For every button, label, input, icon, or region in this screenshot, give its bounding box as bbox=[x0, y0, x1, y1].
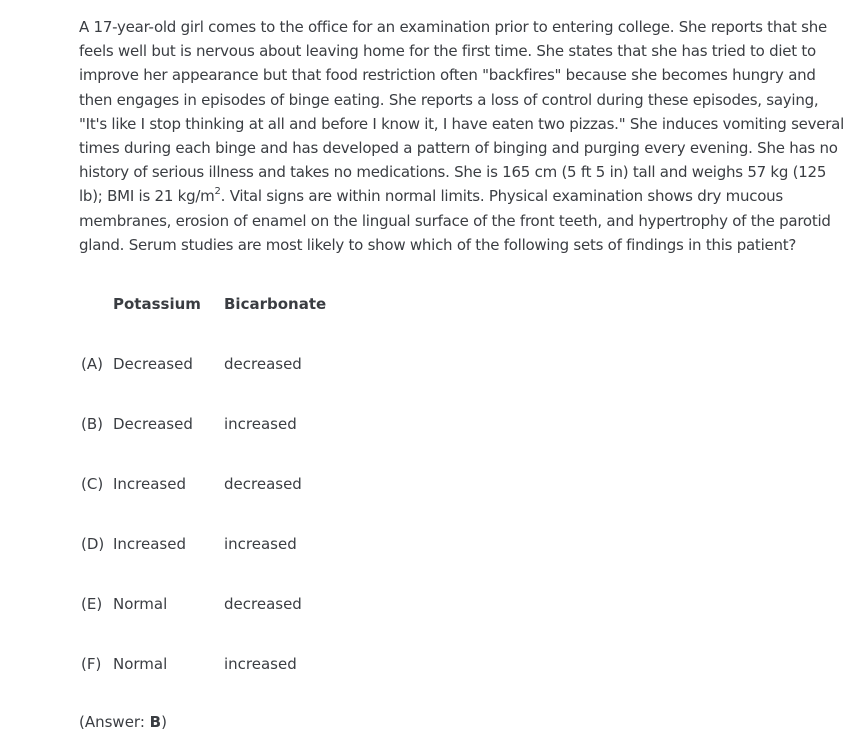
option-potassium: Increased bbox=[113, 535, 187, 553]
answer-prefix: (Answer: bbox=[79, 713, 150, 731]
option-bicarbonate: decreased bbox=[224, 355, 302, 373]
answer-option-a[interactable] bbox=[79, 355, 339, 379]
column-header-bicarbonate: Bicarbonate bbox=[224, 295, 327, 313]
option-letter: (C) bbox=[81, 475, 104, 493]
option-bicarbonate: increased bbox=[224, 535, 297, 553]
answer-suffix: ) bbox=[161, 713, 167, 731]
question-text: A 17-year-old girl comes to the office for an examination prior to entering college. She reports that she feels well but is nervous about leaving home for the first time. She states that she has tried to diet to improve her appearance but that food restriction often "backfires" because she becomes hungry and then engages in episodes of binge eating. She reports a loss of control during these episodes, saying, "It's like I stop thinking at all and before I know it, I have eaten two pizzas." She induces vomiting several times during each binge and has developed a pattern of binging and purging every evening. She has no history of serious illness and takes no medications. She is 165 cm (5 ft 5 in) tall and weighs 57 kg (125 lb); BMI is 21 kg/m bbox=[79, 18, 844, 206]
option-letter: (D) bbox=[81, 535, 105, 553]
option-potassium: Normal bbox=[113, 655, 168, 673]
option-bicarbonate: increased bbox=[224, 415, 297, 433]
option-letter: (F) bbox=[81, 655, 102, 673]
answer-key bbox=[79, 713, 167, 731]
option-potassium: Decreased bbox=[113, 415, 193, 433]
question-text-continued: . Vital signs are within normal limits. Physical examination shows dry mucous membranes, erosion of enamel on the lingual surface of the front teeth, and hypertrophy of the parotid gland. Serum studies are most likely to show which of the following sets of findings in this patient? bbox=[79, 187, 831, 254]
option-potassium: Decreased bbox=[113, 355, 193, 373]
answer-option-c[interactable] bbox=[79, 475, 339, 499]
option-bicarbonate: decreased bbox=[224, 595, 302, 613]
answer-option-d[interactable] bbox=[79, 535, 339, 559]
question-stem bbox=[79, 15, 849, 257]
option-letter: (A) bbox=[81, 355, 103, 373]
answer-option-f[interactable] bbox=[79, 655, 339, 679]
option-potassium: Normal bbox=[113, 595, 168, 613]
option-potassium: Increased bbox=[113, 475, 187, 493]
answer-option-e[interactable] bbox=[79, 595, 339, 619]
answer-option-b[interactable] bbox=[79, 415, 339, 439]
answer-value: B bbox=[149, 713, 162, 731]
column-header-potassium: Potassium bbox=[113, 295, 201, 313]
option-bicarbonate: increased bbox=[224, 655, 297, 673]
option-letter: (E) bbox=[81, 595, 103, 613]
option-bicarbonate: decreased bbox=[224, 475, 302, 493]
option-letter: (B) bbox=[81, 415, 103, 433]
superscript-2: 2 bbox=[214, 186, 221, 198]
